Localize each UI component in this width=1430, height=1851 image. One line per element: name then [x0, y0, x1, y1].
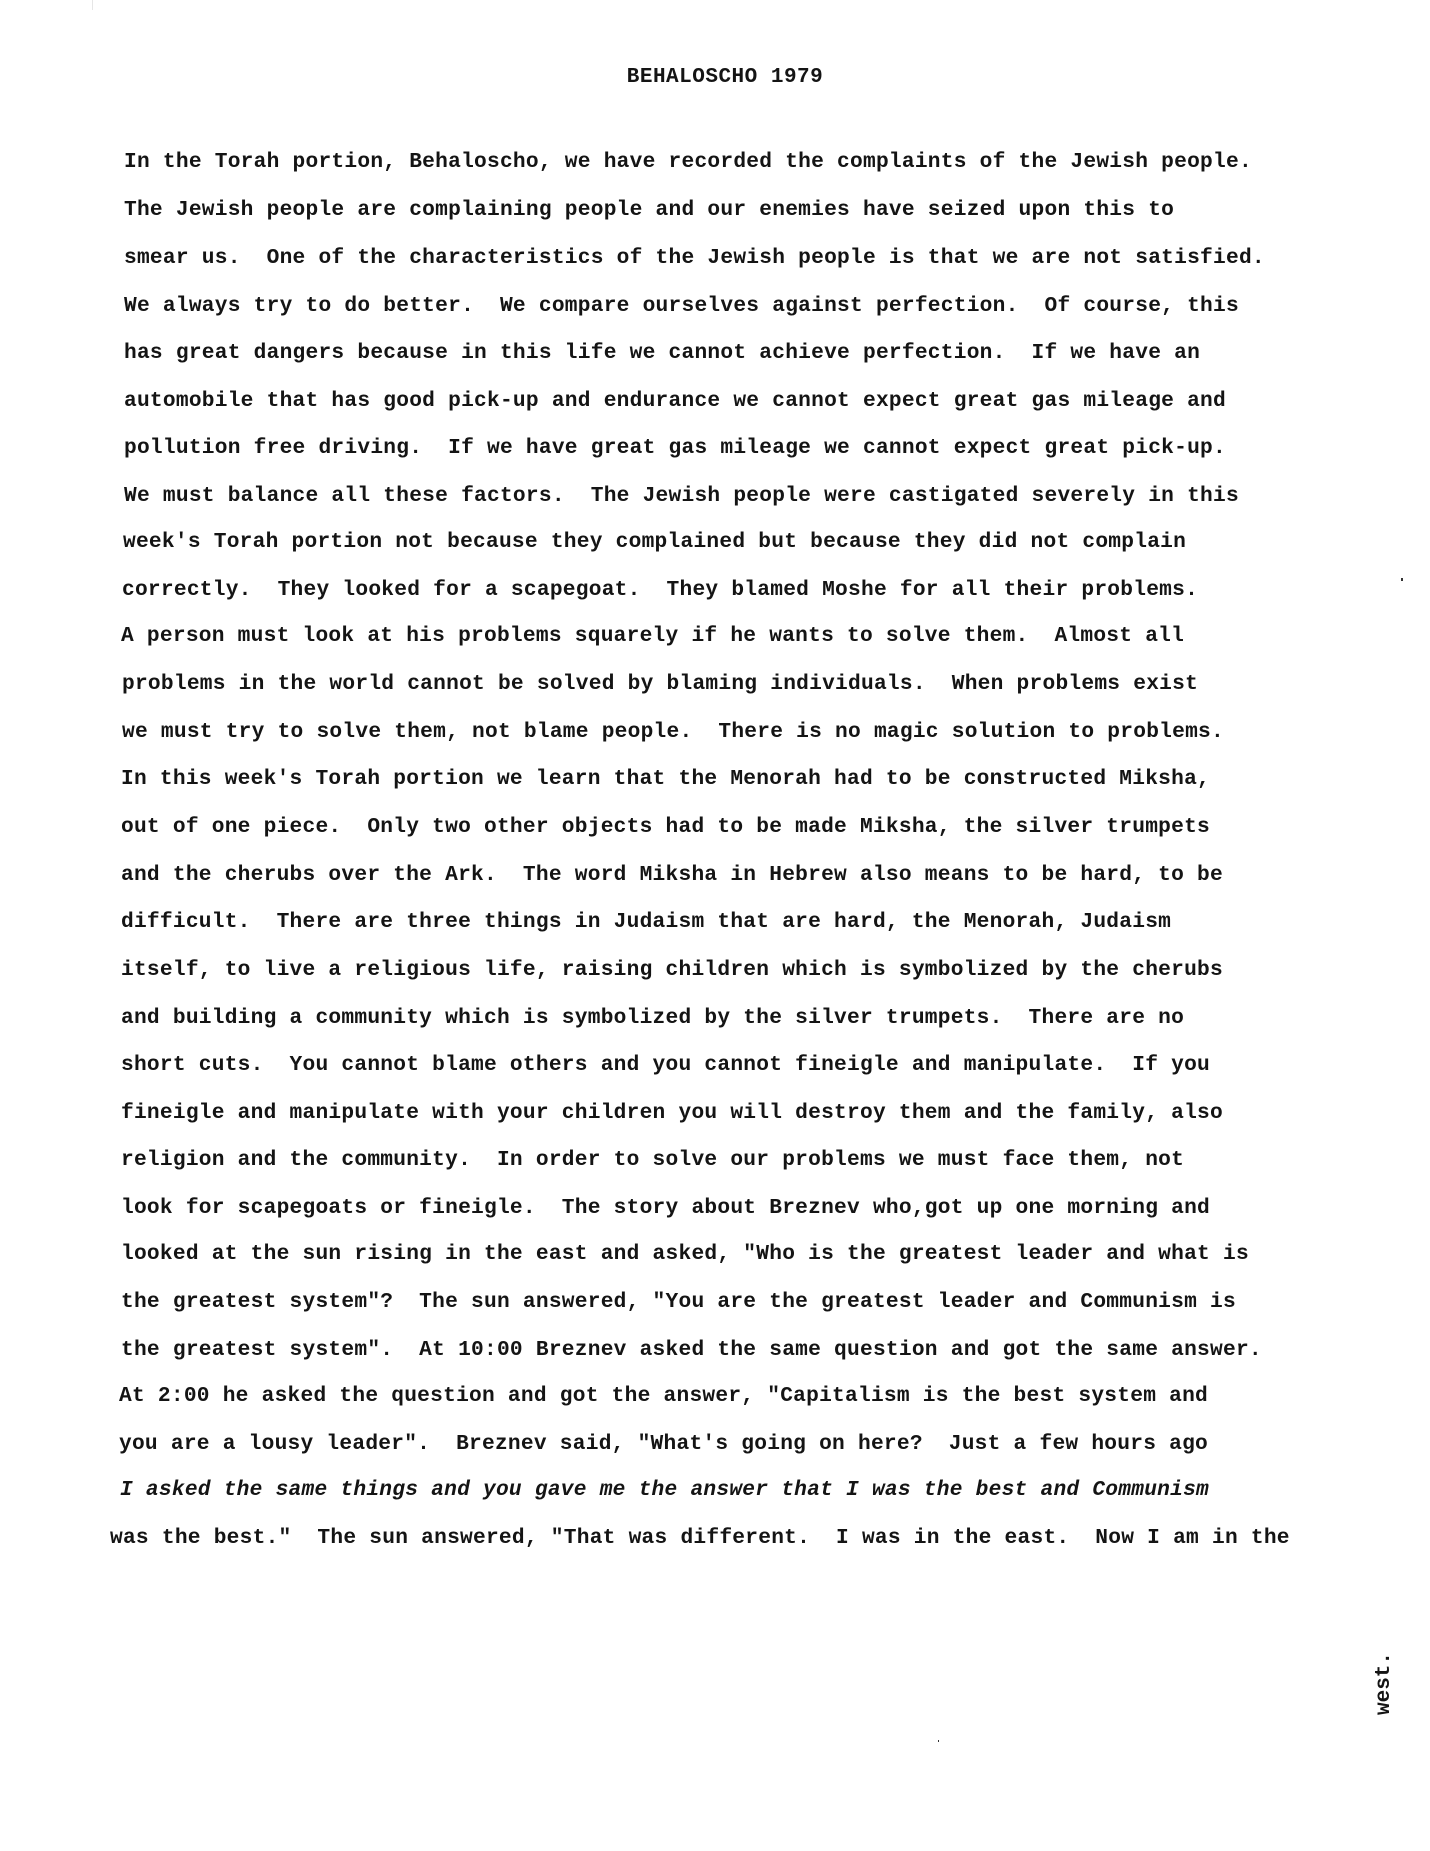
text-line: looked at the sun rising in the east and asked, "Who is the greatest leader and what is	[121, 1242, 1249, 1266]
text-line: was the best." The sun answered, "That was different. I was in the east. Now I am in the	[110, 1526, 1290, 1550]
text-line: We must balance all these factors. The Jewish people were castigated severely in this	[124, 484, 1239, 508]
text-line: out of one piece. Only two other objects had to be made Miksha, the silver trumpets	[121, 815, 1211, 839]
text-line: At 2:00 he asked the question and got the answer, "Capitalism is the best system and	[119, 1384, 1209, 1408]
text-line: the greatest system". At 10:00 Breznev asked the same question and got the same answer.	[121, 1338, 1262, 1362]
text-line: pollution free driving. If we have great gas mileage we cannot expect great pick-up.	[124, 436, 1226, 460]
text-line: We always try to do better. We compare ourselves against perfection. Of course, this	[124, 294, 1239, 318]
text-line: In this week's Torah portion we learn that the Menorah had to be constructed Miksha,	[121, 767, 1211, 791]
text-line: we must try to solve them, not blame people. There is no magic solution to problems.	[122, 720, 1224, 744]
document-title: BEHALOSCHO 1979	[626, 66, 824, 89]
text-line: religion and the community. In order to solve our problems we must face them, not	[121, 1148, 1185, 1172]
text-line: week's Torah portion not because they complained but because they did not complain	[123, 530, 1187, 554]
text-line: and building a community which is symbolized by the silver trumpets. There are no	[121, 1006, 1185, 1030]
text-line: itself, to live a religious life, raising children which is symbolized by the cherubs	[121, 958, 1223, 982]
text-line: smear us. One of the characteristics of the Jewish people is that we are not satisfied.	[124, 246, 1265, 270]
text-line: problems in the world cannot be solved by blaming individuals. When problems exist	[122, 672, 1199, 696]
scan-speck	[1401, 578, 1403, 581]
text-line: and the cherubs over the Ark. The word Miksha in Hebrew also means to be hard, to be	[121, 863, 1223, 887]
text-line: short cuts. You cannot blame others and you cannot fineigle and manipulate. If you	[121, 1053, 1211, 1077]
text-line: In the Torah portion, Behaloscho, we have recorded the complaints of the Jewish people.	[124, 150, 1252, 174]
scan-speck	[938, 1740, 939, 1742]
text-line: A person must look at his problems squarely if he wants to solve them. Almost all	[121, 624, 1185, 648]
text-line: automobile that has good pick-up and endurance we cannot expect great gas mileage and	[124, 389, 1226, 413]
text-line: fineigle and manipulate with your children you will destroy them and the family, also	[121, 1101, 1223, 1125]
text-line: correctly. They looked for a scapegoat. They blamed Moshe for all their problems.	[122, 578, 1199, 602]
text-line: I asked the same things and you gave me the answer that I was the best and Communism	[120, 1478, 1210, 1502]
text-line: look for scapegoats or fineigle. The story about Breznev who,got up one morning and	[121, 1196, 1211, 1220]
text-line: you are a lousy leader". Breznev said, "What's going on here? Just a few hours ago	[119, 1432, 1209, 1456]
text-line: The Jewish people are complaining people and our enemies have seized upon this to	[124, 198, 1175, 222]
text-line: has great dangers because in this life we cannot achieve perfection. If we have an	[124, 341, 1201, 365]
margin-note-rotated: west.	[1373, 1651, 1396, 1715]
text-line: difficult. There are three things in Judaism that are hard, the Menorah, Judaism	[121, 910, 1172, 934]
text-line: the greatest system"? The sun answered, "You are the greatest leader and Communism is	[121, 1290, 1236, 1314]
page-edge-mark	[92, 0, 93, 10]
